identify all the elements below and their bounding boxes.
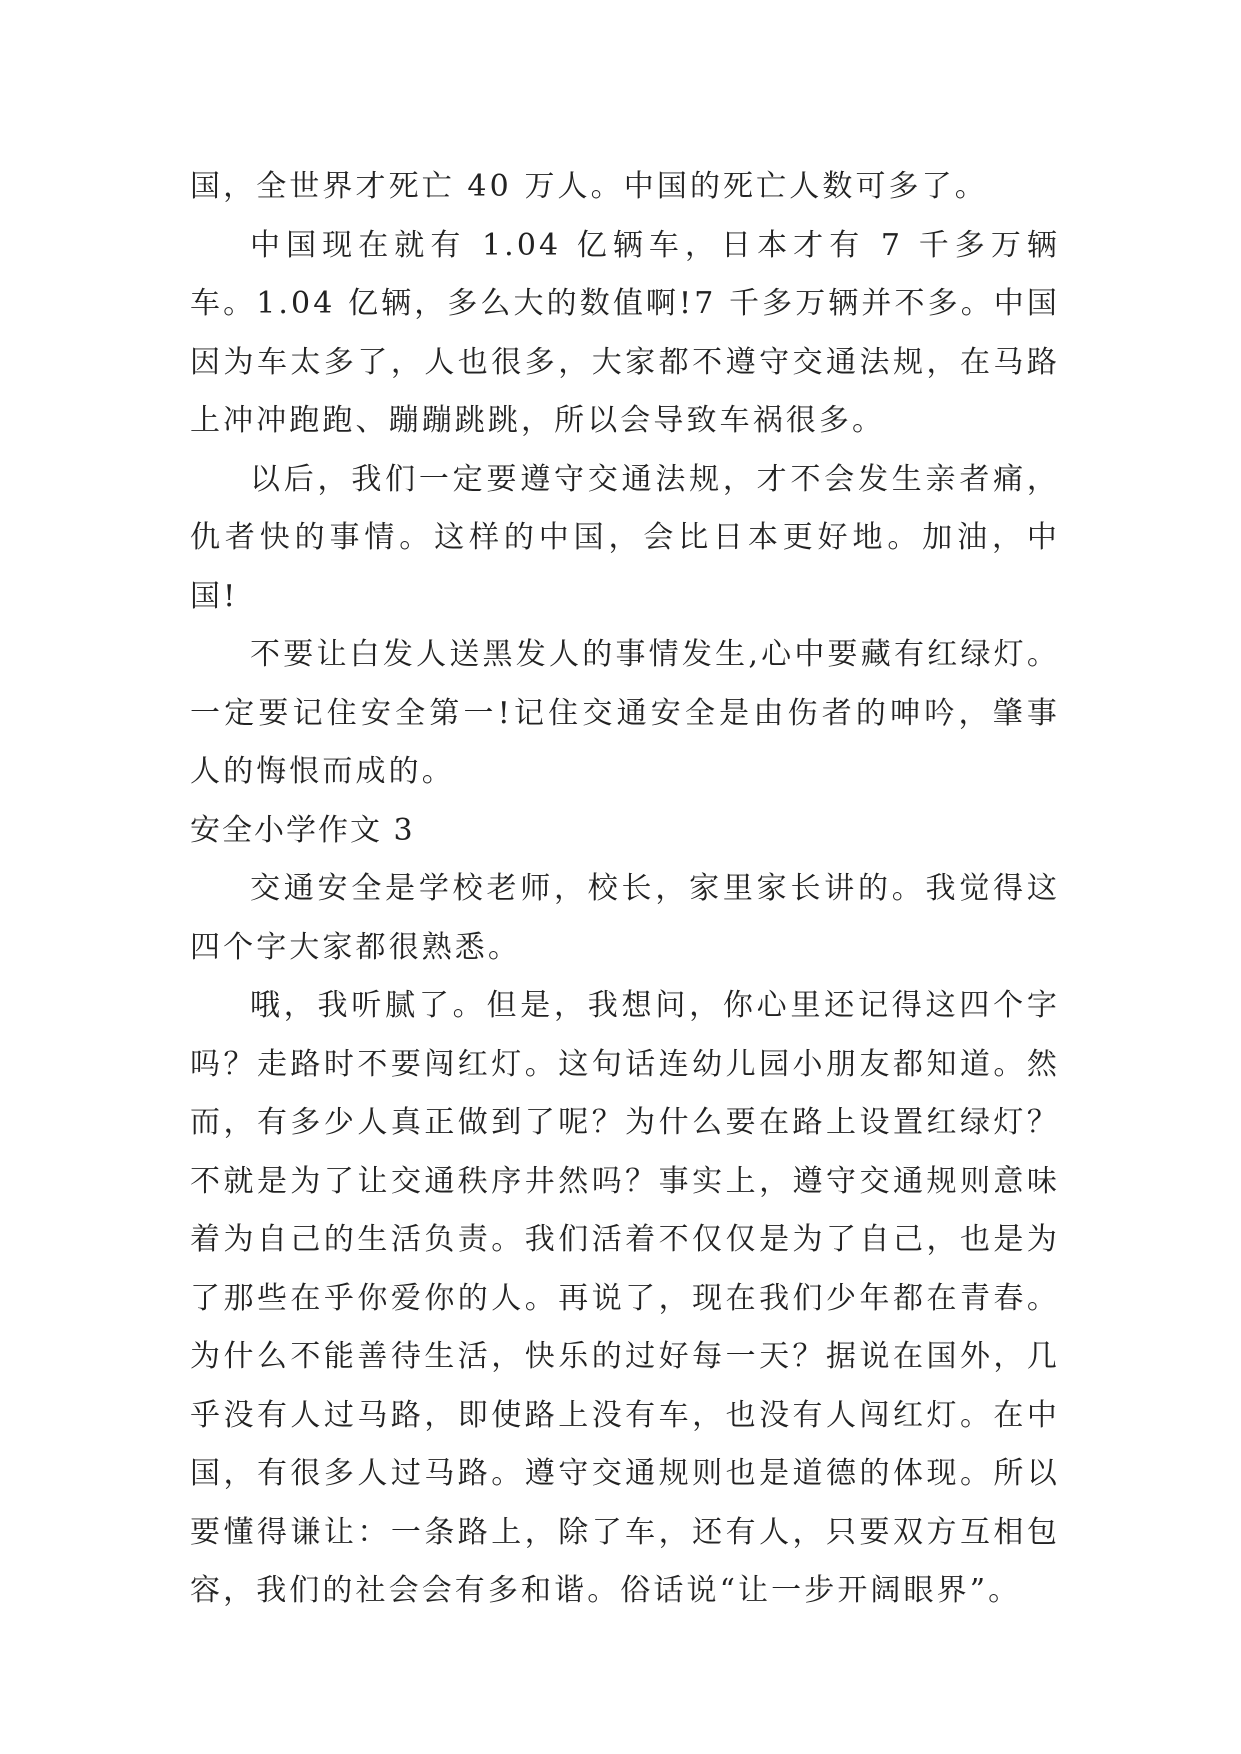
paragraph-traffic-safety-intro: 交通安全是学校老师，校长，家里家长讲的。我觉得这四个字大家都很熟悉。 bbox=[190, 871, 1060, 965]
paragraph-obey-rules: 以后，我们一定要遵守交通法规，才不会发生亲者痛，仇者快的事情。这样的中国，会比日本更好地。加油，中国! bbox=[190, 461, 1060, 614]
paragraph-safety-first: 不要让白发人送黑发人的事情发生,心中要藏有红绿灯。一定要记住安全第一!记住交通安全是由伤者的呻吟，肇事人的悔恨而成的。 bbox=[190, 637, 1060, 789]
paragraph-traffic-rules-essay: 哦，我听腻了。但是，我想问，你心里还记得这四个字吗？走路时不要闯红灯。这句话连幼儿园小朋友都知道。然而，有多少人真正做到了呢？为什么要在路上设置红绿灯？不就是为了让交通秩序井然吗？事实上，遵守交通规则意味着为自己的生活负责。我们活着不仅仅是为了自己，也是为了那些在乎你爱你的人。再说了，现在我们少年都在青春。为什么不能善待生活，快乐的过好每一天？据说在国外，几乎没有人过马路，即使路上没有车，也没有人闯红灯。在中国，有很多人过马路。遵守交通规则也是道德的体现。所以要懂得谦让：一条路上，除了车，还有人，只要双方互相包容，我们的社会会有多和谐。俗话说“让一步开阔眼界”。 bbox=[190, 988, 1060, 1608]
paragraph-car-count: 中国现在就有 1.04 亿辆车，日本才有 7 千多万辆车。1.04 亿辆，多么大的数值啊!7 千多万辆并不多。中国因为车太多了，人也很多，大家都不遵守交通法规，在马路上冲冲跑跑、蹦蹦跳跳，所以会导致车祸很多。 bbox=[190, 227, 1061, 438]
section-title: 安全小学作文 3 bbox=[190, 812, 415, 848]
paragraph-continuation: 国，全世界才死亡 40 万人。中国的死亡人数可多了。 bbox=[190, 169, 988, 204]
document-body bbox=[190, 158, 1060, 1621]
